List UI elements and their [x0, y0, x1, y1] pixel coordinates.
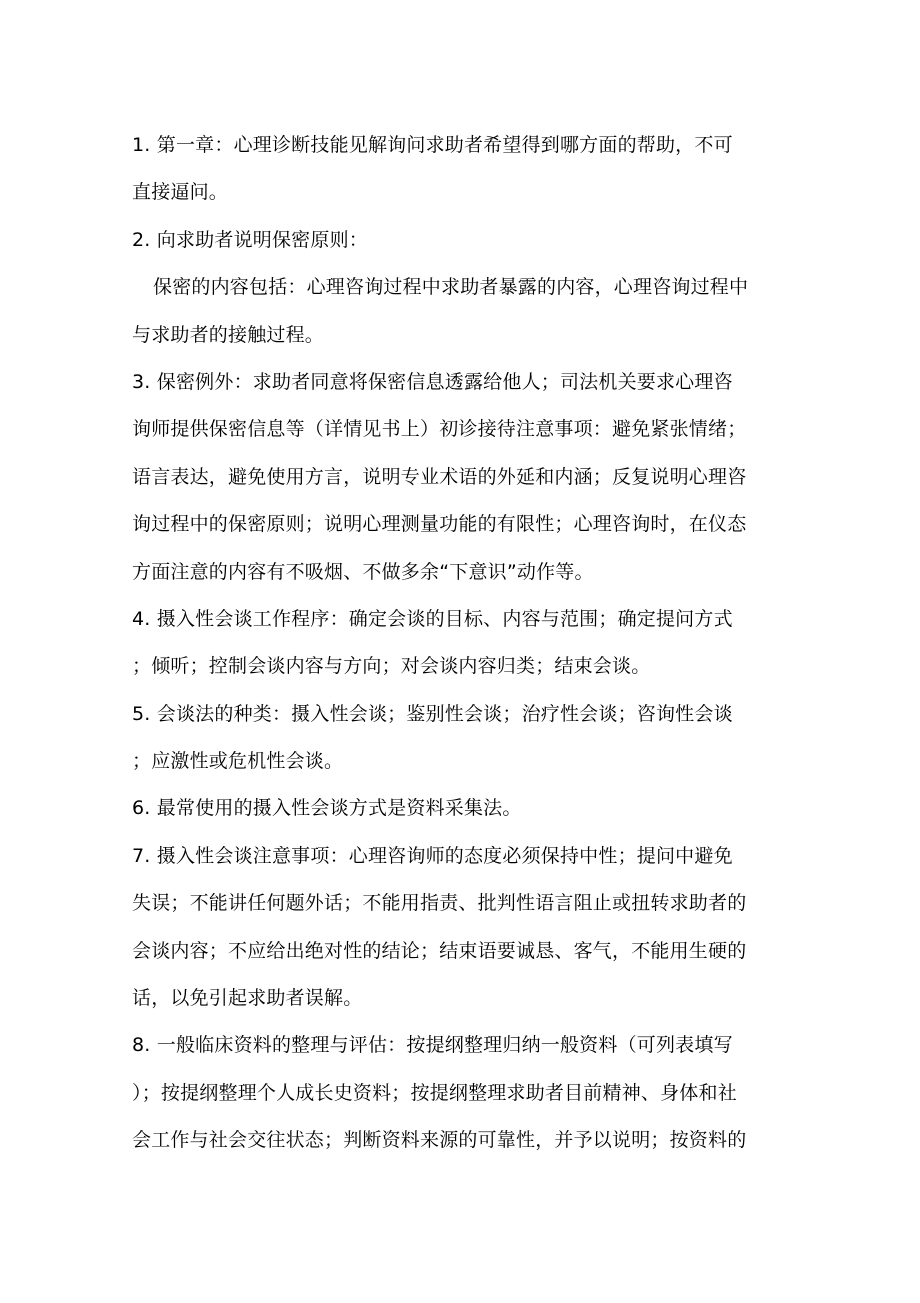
- text-line: 保密的内容包括：心理咨询过程中求助者暴露的内容，心理咨询过程中: [153, 276, 749, 299]
- text-line: ；倾听；控制会谈内容与方向；对会谈内容归类；结束会谈。: [132, 655, 651, 678]
- text-line: 2. 向求助者说明保密原则：: [132, 228, 368, 251]
- text-line: 语言表达，避免使用方言，说明专业术语的外延和内涵；反复说明心理咨: [132, 465, 747, 488]
- text-line: 会工作与社会交往状态；判断资料来源的可靠性，并予以说明；按资料的: [132, 1129, 747, 1152]
- text-line: ；应激性或危机性会谈。: [132, 750, 344, 773]
- document-body: [132, 122, 784, 1165]
- text-line: 3. 保密例外：求助者同意将保密信息透露给他人；司法机关要求心理咨: [132, 370, 733, 393]
- text-line: 1. 第一章：心理诊断技能见解询问求助者希望得到哪方面的帮助，不可: [132, 134, 733, 156]
- text-line: 话，以免引起求助者误解。: [132, 987, 363, 1010]
- text-line: 询师提供保密信息等（详情见书上）初诊接待注意事项：避免紧张情绪；: [132, 418, 747, 441]
- text-line: 与求助者的接触过程。: [132, 323, 325, 346]
- text-line: 失误；不能讲任何题外话；不能用指责、批判性语言阻止或扭转求助者的: [132, 892, 747, 915]
- text-line: 8. 一般临床资料的整理与评估：按提纲整理归纳一般资料（可列表填写: [132, 1034, 733, 1057]
- text-line: 7. 摄入性会谈注意事项：心理咨询师的态度必须保持中性；提问中避免: [132, 844, 733, 867]
- text-line: 5. 会谈法的种类：摄入性会谈；鉴别性会谈；治疗性会谈；咨询性会谈: [132, 702, 733, 725]
- text-line: 6. 最常使用的摄入性会谈方式是资料采集法。: [132, 797, 522, 820]
- text-line: 会谈内容；不应给出绝对性的结论；结束语要诚恳、客气，不能用生硬的: [132, 939, 747, 962]
- text-line: ）；按提纲整理个人成长史资料；按提纲整理求助者目前精神、身体和社: [132, 1081, 737, 1104]
- text-line: 4. 摄入性会谈工作程序：确定会谈的目标、内容与范围；确定提问方式: [132, 607, 733, 630]
- text-line: 询过程中的保密原则；说明心理测量功能的有限性；心理咨询时，在仪态: [132, 513, 747, 536]
- text-line: 直接逼问。: [132, 181, 229, 204]
- text-line: 方面注意的内容有不吸烟、不做多余“下意识”动作等。: [132, 560, 594, 583]
